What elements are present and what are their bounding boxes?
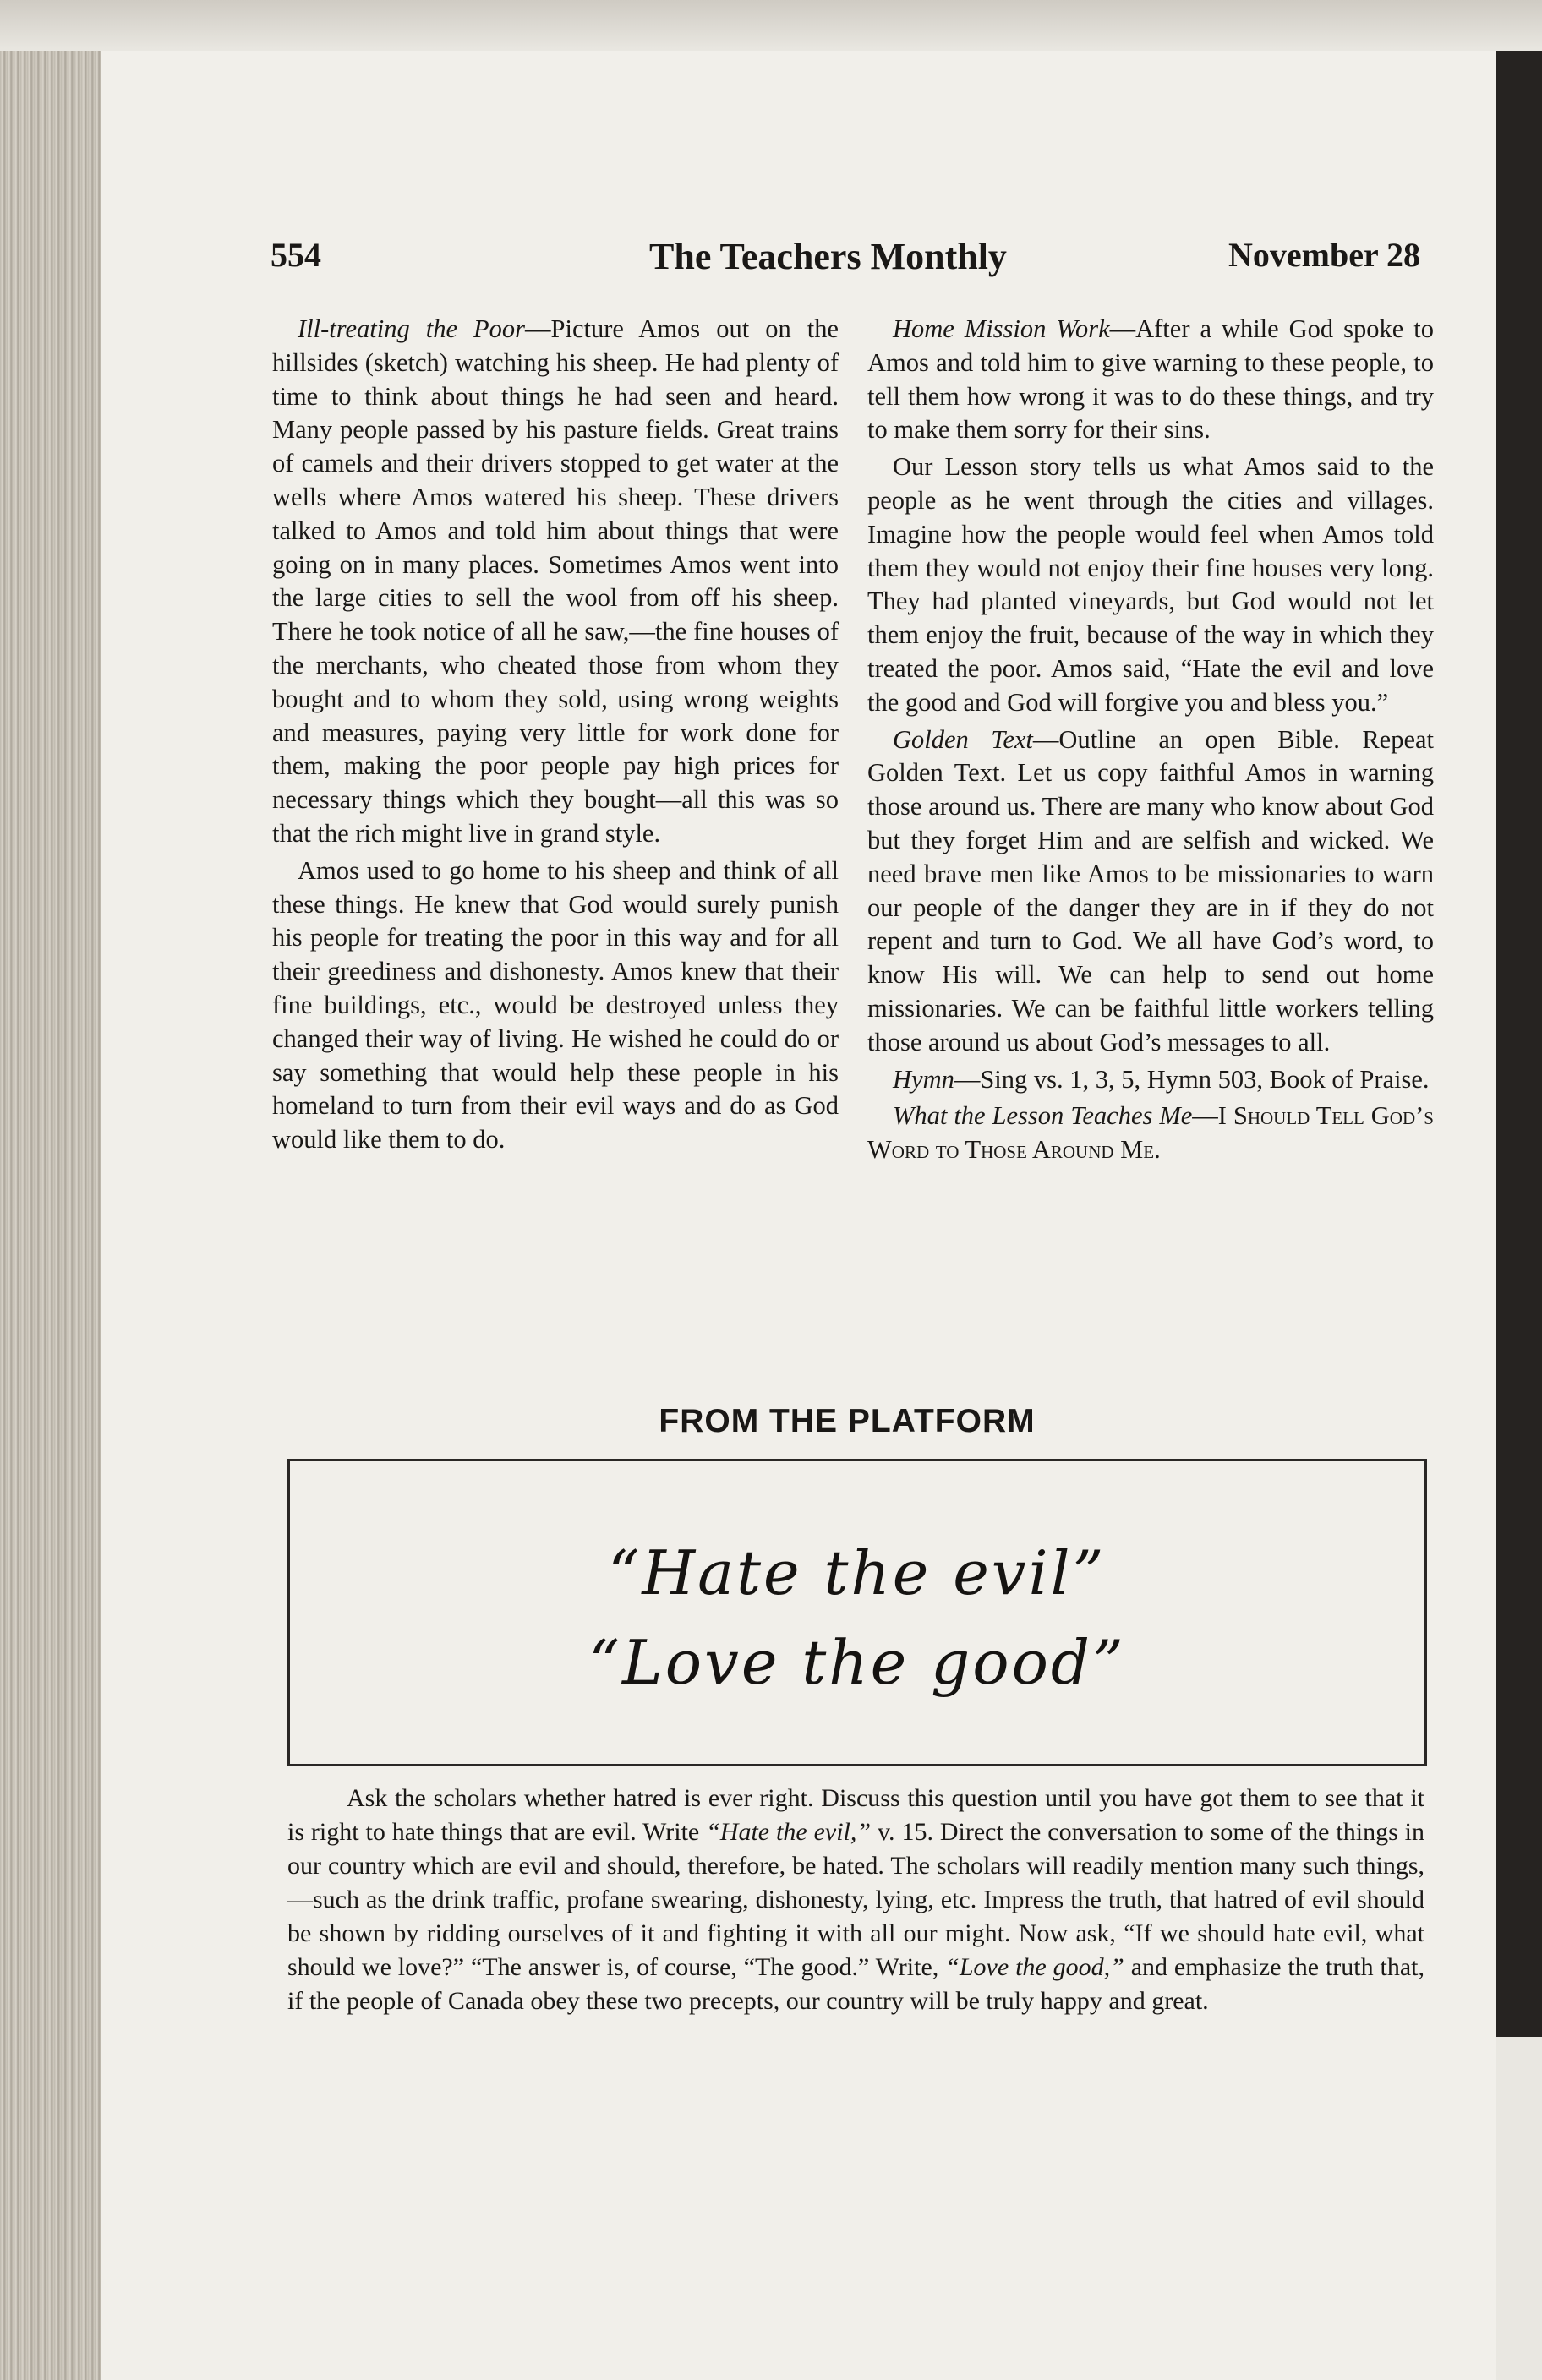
platform-text-part: Ask the scholars whether hatred is ever right. Discuss this question until you have got them to see that it is right to hate things that are evil. Write [287, 1784, 1424, 1846]
paragraph-lead: Home Mission Work [893, 314, 1110, 343]
paragraph-text: —Sing vs. 1, 3, 5, Hymn 503, Book of Praise. [954, 1064, 1430, 1094]
paragraph-text: Our Lesson story tells us what Amos said to the people as he went through the cities and villages. Imagine how the people would feel when Amos told them they would not enjoy their fine houses very long. They had planted vineyards, but God would not let them enjoy the fruit, because of the way in which they treated the poor. Amos said, “Hate the evil and love the good and God will forgive you and bless you.” [867, 452, 1434, 717]
motto-line-1: “Hate the evil” [608, 1537, 1107, 1608]
paragraph-ill-treating-the-poor [272, 313, 839, 851]
paragraph-home-mission-work [867, 313, 1434, 447]
book-page-edges [0, 51, 101, 2380]
paragraph-hymn [867, 1063, 1434, 1097]
paragraph-text: —I Should Tell God’s Word to Those Around Me. [867, 1101, 1434, 1165]
running-header [271, 235, 1420, 286]
right-column [867, 313, 1434, 1167]
paragraph-text: Amos used to go home to his sheep and think of all these things. He knew that God would surely punish his people for treating the poor in this way and for all their greediness and dishonesty. Amos knew that their fine buildings, etc., would be destroyed unless they changed their way of living. He wished he could do or say something that would help these people in his homeland to turn from their evil ways and do as God would like them to do. [272, 855, 839, 1155]
paragraph-lesson-story [867, 450, 1434, 719]
platform-paragraph [287, 1782, 1424, 2018]
motto-line-2: “Love the good” [588, 1627, 1126, 1698]
paragraph-golden-text [867, 723, 1434, 1060]
paragraph-text: —Picture Amos out on the hillsides (sketch) watching his sheep. He had plenty of time to think about things he had seen and heard. Many people passed by his pasture fields. Great trains of camels and their drivers stopped to get water at the wells where Amos watered his sheep. These drivers talked to Amos and told him about things that were going on in many places. Sometimes Amos went into the large cities to sell the wool from off his sheep. There he took notice of all he saw,—the fine houses of the merchants, who cheated those from whom they bought and to whom they sold, using wrong weights and measures, paying very little for work done for them, making the poor people pay high prices for necessary things which they bought—all this was so that the rich might live in grand style. [272, 314, 839, 848]
blackboard-box [287, 1459, 1427, 1766]
paragraph-text: —Outline an open Bible. Repeat Golden Text. Let us copy faithful Amos in warning those around us. There are many who know about God but they forget Him and are selfish and wicked. We need brave men like Amos to be missionaries to warn our people of the danger they are in if they do not repent and turn to God. We all have God’s word, to know His will. We can help to send out home missionaries. We can be faithful little workers telling those around us about God’s messages to all. [867, 724, 1435, 1056]
paragraph-text: —After a while God spoke to Amos and told him to give warning to these people, to tell them how wrong it was to do these things, and try to make them sorry for their sins. [867, 314, 1434, 445]
journal-title: The Teachers Monthly [649, 236, 1007, 277]
paragraph-lesson-teaches [867, 1100, 1434, 1167]
section-heading: FROM THE PLATFORM [659, 1403, 1036, 1439]
paragraph-lead: Golden Text [893, 724, 1033, 754]
paragraph-lead: What the Lesson Teaches Me [893, 1101, 1193, 1131]
platform-text-part: v. 15. Direct the conversation to some of the things in our country which are evil and should, therefore, be hated. The scholars will readily mention many such things,—such as the drink traffic, profane swearing, dishonesty, lying, etc. Impress the truth, that hatred of evil should be shown by ridding ourselves of it and fighting it with all our might. Now ask, “If we should hate evil, what should we love?” “The answer is, of course, “The good.” Write, [287, 1818, 1424, 1981]
left-column [272, 313, 839, 1157]
quote-hate-the-evil: “Hate the evil,” [706, 1818, 872, 1846]
platform-text-part: and emphasize the truth that, if the people of Canada obey these two precepts, our country will be truly happy and great. [287, 1953, 1425, 2015]
scan-background [0, 0, 1542, 51]
book-binding [1496, 51, 1542, 2037]
quote-love-the-good: “Love the good,” [945, 1953, 1124, 1981]
page-number: 554 [271, 236, 321, 274]
paragraph-amos-at-home [272, 854, 839, 1157]
paragraph-lead: Hymn [893, 1064, 954, 1094]
paragraph-lead: Ill-treating the Poor [298, 314, 526, 343]
header-date: November 28 [1228, 236, 1420, 274]
